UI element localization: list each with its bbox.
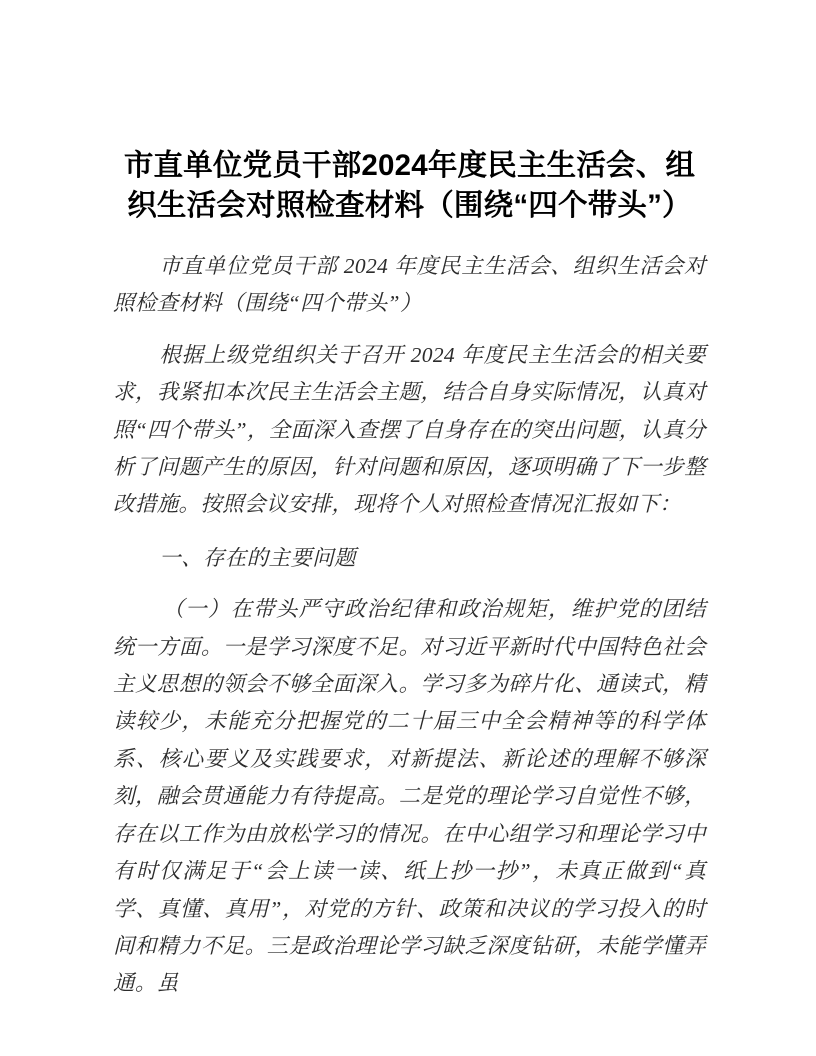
subtitle-restated-paragraph: 市直单位党员干部 2024 年度民主生活会、组织生活会对照检查材料（围绕“四个带头”） [113,254,706,316]
title-body-spacer [113,226,706,248]
subsection-political-discipline-paragraph: （一）在带头严守政治纪律和政治规矩，维护党的团结统一方面。一是学习深度不足。对习近平新时代中国特色社会主义思想的领会不够全面深入。学习多为碎片化、通读式，精读较少，未能充分把握党的二十届三中全会精神等的科学体系、核心要义及实践要求，对新提法、新论述的理解不够深刻，融会贯通能力有待提高。二是党的理论学习自觉性不够，存在以工作为由放松学习的情况。在中心组学习和理论学习中有时仅满足于“会上读一读、纸上抄一抄”，未真正做到“真学、真懂、真用”，对党的方针、政策和决议的学习投入的时间和精力不足。三是政治理论学习缺乏深度钻研，未能学懂弄通。虽 [113,597,706,996]
section-heading-existing-problems: 一、存在的主要问题 [159,545,356,570]
document-content [113,0,706,1003]
page-title: 市直单位党员干部2024年度民主生活会、组织生活会对照检查材料（围绕“四个带头”） [123,149,696,222]
preamble-paragraph: 根据上级党组织关于召开 2024 年度民主生活会的相关要求，我紧扣本次民主生活会主题，结合自身实际情况，认真对照“四个带头”，全面深入查摆了自身存在的突出问题，认真分析了问题产生的原因，针对问题和原因，逐项明确了下一步整改措施。按照会议安排，现将个人对照检查情况汇报如下： [113,342,706,517]
paragraph-spacer-2 [113,577,706,591]
section-spacer-1 [113,524,706,540]
paragraph-spacer-1 [113,323,706,337]
